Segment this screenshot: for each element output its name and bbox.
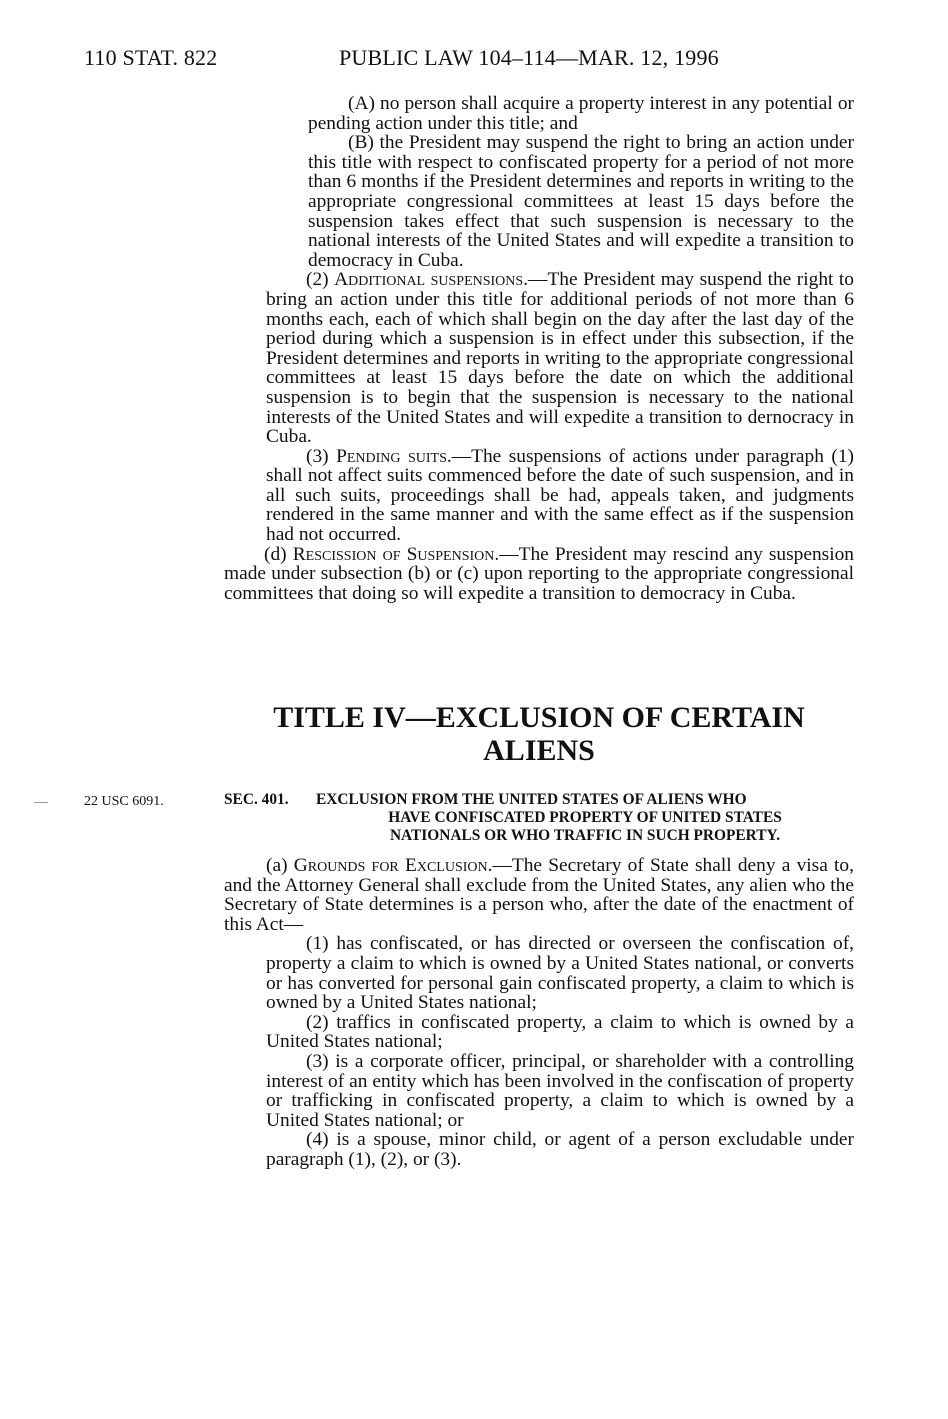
text-block-exclusion	[224, 856, 854, 1170]
title-heading	[224, 701, 854, 767]
subsection-d-text: —The President may rescind any suspension made under subsection (b) or (c) upon reporting to the appropriate congressional committees that doing so will expedite a transition to democracy in Cuba.	[224, 543, 854, 604]
subsection-d	[224, 545, 854, 604]
list-item: (1) has confiscated, or has directed or overseen the confiscation of, property a claim to which is owned by a United States national, or converts or has converted for personal gain confiscated property, a claim to which is owned by a United States national;	[266, 933, 854, 1014]
paragraph-2	[266, 270, 854, 446]
section-title-line-1: EXCLUSION FROM THE UNITED STATES OF ALIENS WHO	[316, 791, 747, 808]
paragraphs-2-3	[224, 270, 854, 544]
exclusion-grounds-list	[224, 934, 854, 1169]
subsection-a-heading: Grounds for Exclusion.	[293, 855, 493, 876]
list-item: (3) is a corporate officer, principal, or shareholder with a controlling interest of an entity which has been involved in the confiscation of property or trafficking in confiscated property, a claim to which is owned by a United States national; or	[266, 1050, 854, 1131]
list-item: (2) traffics in confiscated property, a claim to which is owned by a United States national;	[266, 1011, 854, 1053]
subsection-a-text-block	[224, 856, 854, 934]
section-title-line-3: NATIONALS OR WHO TRAFFIC IN SUCH PROPERTY.	[389, 827, 781, 844]
list-item: (4) is a spouse, minor child, or agent of a person excludable under paragraph (1), (2), or (3).	[266, 1129, 854, 1170]
paragraph-3-heading: Pending suits.	[336, 445, 452, 467]
subsection-a-text: —The Secretary of State shall deny a visa to, and the Attorney General shall exclude from the United States, any alien who the Secretary of State determines is a person who, after the date of the enactment of this Act—	[224, 855, 854, 935]
subparagraph-A: (A) no person shall acquire a property interest in any potential or pending action under this title; and	[308, 93, 854, 134]
section-title-line-2: HAVE CONFISCATED PROPERTY OF UNITED STATES	[388, 809, 782, 826]
section-title	[316, 791, 854, 845]
subparagraphs-A-B	[224, 94, 854, 270]
section-heading	[224, 791, 854, 845]
paragraph-3-number: (3)	[306, 445, 329, 467]
title-line-2: ALIENS	[483, 734, 595, 767]
paragraph-3-text: —The suspensions of actions under paragraph (1) shall not affect suits commenced before the date of such suspension, and in all such suits, proceedings shall be had, appeals taken, and judgments rendered in the same manner and with the same effect as if the suspension had not occurred.	[266, 445, 854, 546]
paragraph-2-number: (2)	[306, 269, 329, 291]
subsection-d-heading: Rescission of Suspension.	[292, 543, 500, 565]
paragraph-3	[266, 447, 854, 545]
section-number: SEC. 401.	[224, 791, 289, 808]
text-block-suspension	[224, 94, 854, 603]
paragraph-2-heading: Additional suspensions.	[334, 269, 529, 291]
subsection-d-text-block	[224, 545, 854, 604]
subsection-a-number: (a)	[266, 855, 288, 876]
title-line-1: TITLE IV—EXCLUSION OF CERTAIN	[273, 701, 805, 734]
margin-rule	[34, 802, 48, 803]
page-number: 110 STAT. 822	[84, 45, 218, 70]
subsection-a	[224, 856, 854, 934]
subsection-d-number: (d)	[264, 543, 287, 565]
subparagraph-B: (B) the President may suspend the right to bring an action under this title with respect to confiscated property for a period of not more than 6 months if the President determines and reports in writing to the appropriate congressional committees at least 15 days before the suspension takes effect that such suspension is necessary to the national interests of the United States and will expedite a transition to democracy in Cuba.	[308, 132, 854, 271]
paragraph-2-text: —The President may suspend the right to bring an action under this title for additional periods of not more than 6 months each, each of which shall begin on the day after the last day of the period during which a suspension is in effect under this subsection, if the President determines and reports in writing to the appropriate congressional committees at least 15 days before the date on which the additional suspension is to begin that the suspension is necessary to the national interests of the United States and will expedite a transition to dernocracy in Cuba.	[266, 269, 854, 448]
running-head: PUBLIC LAW 104–114—MAR. 12, 1996	[339, 45, 719, 70]
usc-margin-note: 22 USC 6091.	[84, 794, 164, 809]
